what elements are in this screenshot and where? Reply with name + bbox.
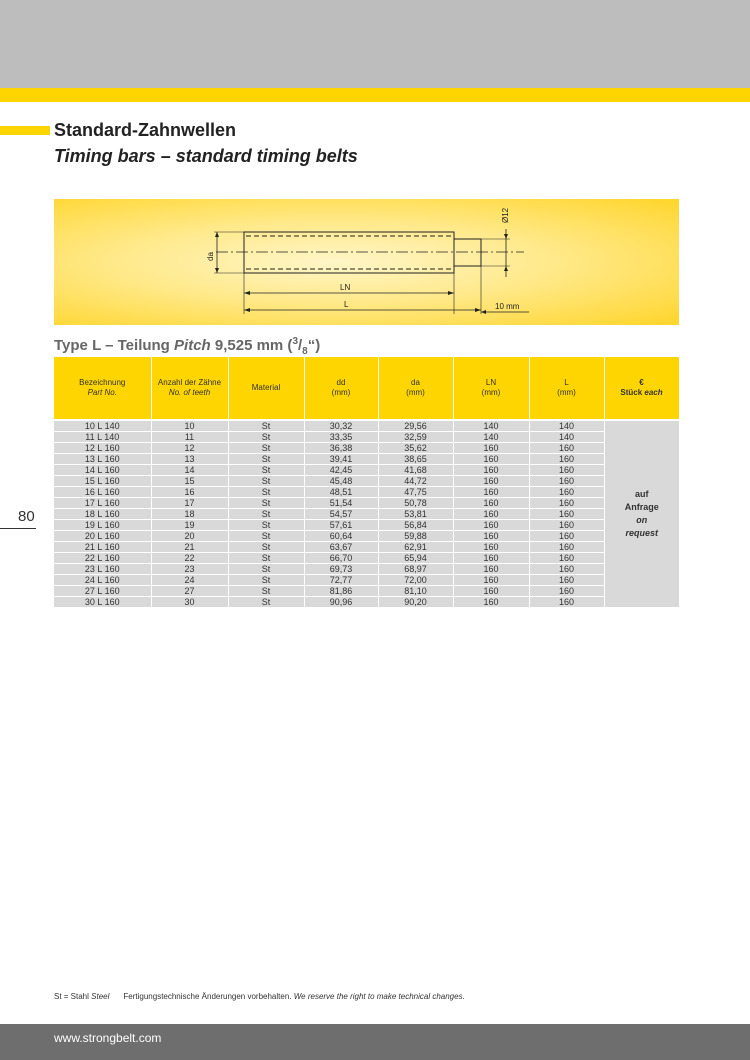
cell-material: St [228,575,304,586]
cell-dd: 54,57 [304,509,378,520]
cell-dd: 72,77 [304,575,378,586]
cell-da: 81,10 [378,586,453,597]
cell-ln: 160 [453,553,529,564]
cell-l: 160 [529,487,604,498]
cell-part-no: 24 L 160 [54,575,151,586]
table-row [54,597,679,608]
cell-ln: 160 [453,454,529,465]
cell-teeth: 18 [151,509,228,520]
cell-dd: 48,51 [304,487,378,498]
cell-teeth: 21 [151,542,228,553]
cell-dd: 45,48 [304,476,378,487]
cell-ln: 160 [453,520,529,531]
cell-part-no: 14 L 160 [54,465,151,476]
cell-dd: 90,96 [304,597,378,608]
cell-l: 160 [529,443,604,454]
cell-da: 72,00 [378,575,453,586]
cell-teeth: 16 [151,487,228,498]
table-row [54,531,679,542]
cell-da: 50,78 [378,498,453,509]
cell-ln: 160 [453,443,529,454]
cell-da: 62,91 [378,542,453,553]
cell-material: St [228,454,304,465]
cell-l: 160 [529,575,604,586]
cell-teeth: 27 [151,586,228,597]
cell-ln: 160 [453,597,529,608]
header-da: da (mm) [378,357,453,420]
cell-l: 160 [529,454,604,465]
page-title-en: Timing bars – standard timing belts [54,146,358,166]
cell-part-no: 30 L 160 [54,597,151,608]
cell-part-no: 23 L 160 [54,564,151,575]
price-on-request: auf Anfrage on request [604,420,679,607]
cell-l: 160 [529,498,604,509]
cell-teeth: 15 [151,476,228,487]
cell-da: 44,72 [378,476,453,487]
top-gray-band [0,0,750,88]
cell-ln: 160 [453,487,529,498]
header-price: € Stück each [604,357,679,420]
cell-teeth: 17 [151,498,228,509]
cell-material: St [228,465,304,476]
cell-teeth: 13 [151,454,228,465]
cell-teeth: 11 [151,432,228,443]
table-body [54,420,679,607]
cell-da: 29,56 [378,420,453,432]
cell-ln: 160 [453,542,529,553]
cell-da: 68,97 [378,564,453,575]
table-row [54,443,679,454]
cell-l: 160 [529,476,604,487]
cell-dd: 36,38 [304,443,378,454]
table-row [54,432,679,443]
page-number: 80 [18,508,35,525]
cell-dd: 63,67 [304,542,378,553]
cell-dd: 30,32 [304,420,378,432]
cell-dd: 39,41 [304,454,378,465]
cell-da: 56,84 [378,520,453,531]
cell-part-no: 22 L 160 [54,553,151,564]
label-ln: LN [340,283,351,292]
cell-material: St [228,564,304,575]
cell-ln: 160 [453,498,529,509]
cell-l: 160 [529,465,604,476]
timing-bar-drawing [54,199,679,325]
cell-material: St [228,487,304,498]
bar-body [244,232,454,273]
cell-teeth: 22 [151,553,228,564]
cell-material: St [228,597,304,608]
cell-teeth: 23 [151,564,228,575]
cell-material: St [228,531,304,542]
footnote: St = Stahl Steel Fertigungstechnische Änderungen vorbehalten. We reserve the right to make technical changes. [54,992,465,1001]
cell-da: 47,75 [378,487,453,498]
label-da: da [206,252,215,261]
page-title-de: Standard-Zahnwellen [54,120,237,140]
label-10mm: 10 mm [495,302,520,311]
cell-l: 140 [529,432,604,443]
cell-da: 35,62 [378,443,453,454]
cell-ln: 160 [453,465,529,476]
cell-l: 160 [529,509,604,520]
cell-l: 140 [529,420,604,432]
cell-part-no: 16 L 160 [54,487,151,498]
cell-ln: 160 [453,531,529,542]
table-row [54,509,679,520]
cell-l: 160 [529,520,604,531]
cell-dd: 81,86 [304,586,378,597]
cell-da: 38,65 [378,454,453,465]
cell-material: St [228,443,304,454]
cell-dd: 51,54 [304,498,378,509]
cell-part-no: 19 L 160 [54,520,151,531]
cell-l: 160 [529,597,604,608]
cell-da: 32,59 [378,432,453,443]
table-row [54,575,679,586]
cell-teeth: 12 [151,443,228,454]
cell-material: St [228,498,304,509]
cell-teeth: 14 [151,465,228,476]
cell-material: St [228,509,304,520]
cell-material: St [228,432,304,443]
header-l: L (mm) [529,357,604,420]
cell-dd: 33,35 [304,432,378,443]
cell-ln: 160 [453,575,529,586]
cell-l: 160 [529,553,604,564]
cell-part-no: 15 L 160 [54,476,151,487]
table-row [54,454,679,465]
cell-teeth: 10 [151,420,228,432]
header-material: Material [228,357,304,420]
cell-da: 59,88 [378,531,453,542]
table-row [54,586,679,597]
cell-l: 160 [529,542,604,553]
cell-teeth: 24 [151,575,228,586]
technical-drawing [54,199,679,325]
cell-da: 41,68 [378,465,453,476]
cell-part-no: 13 L 160 [54,454,151,465]
shaft [454,239,481,266]
table-row [54,520,679,531]
cell-ln: 160 [453,476,529,487]
table-row [54,487,679,498]
cell-dd: 66,70 [304,553,378,564]
cell-dd: 69,73 [304,564,378,575]
table-row [54,476,679,487]
type-heading: Type L – Teilung Pitch 9,525 mm $(^3/_8“)$ [54,336,321,357]
table-header-row [54,357,679,420]
table-row [54,465,679,476]
cell-ln: 140 [453,432,529,443]
cell-ln: 160 [453,586,529,597]
cell-part-no: 18 L 160 [54,509,151,520]
table-row [54,420,679,432]
cell-part-no: 27 L 160 [54,586,151,597]
cell-l: 160 [529,586,604,597]
cell-dd: 60,64 [304,531,378,542]
cell-material: St [228,420,304,432]
cell-da: 53,81 [378,509,453,520]
table-row [54,553,679,564]
table-row [54,564,679,575]
header-dd: dd (mm) [304,357,378,420]
cell-material: St [228,553,304,564]
cell-part-no: 12 L 160 [54,443,151,454]
page-number-rule [0,528,36,529]
cell-dd: 42,45 [304,465,378,476]
header-ln: LN (mm) [453,357,529,420]
cell-l: 160 [529,531,604,542]
cell-da: 90,20 [378,597,453,608]
cell-part-no: 11 L 140 [54,432,151,443]
cell-part-no: 10 L 140 [54,420,151,432]
cell-teeth: 20 [151,531,228,542]
cell-material: St [228,476,304,487]
title-marker [0,126,50,135]
cell-da: 65,94 [378,553,453,564]
table-row [54,542,679,553]
parts-table [54,357,680,607]
cell-material: St [228,586,304,597]
header-teeth: Anzahl der Zähne No. of teeth [151,357,228,420]
top-yellow-band [0,88,750,102]
cell-part-no: 17 L 160 [54,498,151,509]
header-part-no: Bezeichnung Part No. [54,357,151,420]
cell-ln: 160 [453,564,529,575]
label-dia12: Ø12 [501,207,510,223]
table-row [54,498,679,509]
cell-teeth: 30 [151,597,228,608]
cell-part-no: 20 L 160 [54,531,151,542]
cell-material: St [228,520,304,531]
cell-material: St [228,542,304,553]
cell-part-no: 21 L 160 [54,542,151,553]
cell-ln: 140 [453,420,529,432]
cell-l: 160 [529,564,604,575]
cell-ln: 160 [453,509,529,520]
label-l: L [344,300,349,309]
cell-dd: 57,61 [304,520,378,531]
footer-url: www.strongbelt.com [54,1031,162,1045]
cell-teeth: 19 [151,520,228,531]
